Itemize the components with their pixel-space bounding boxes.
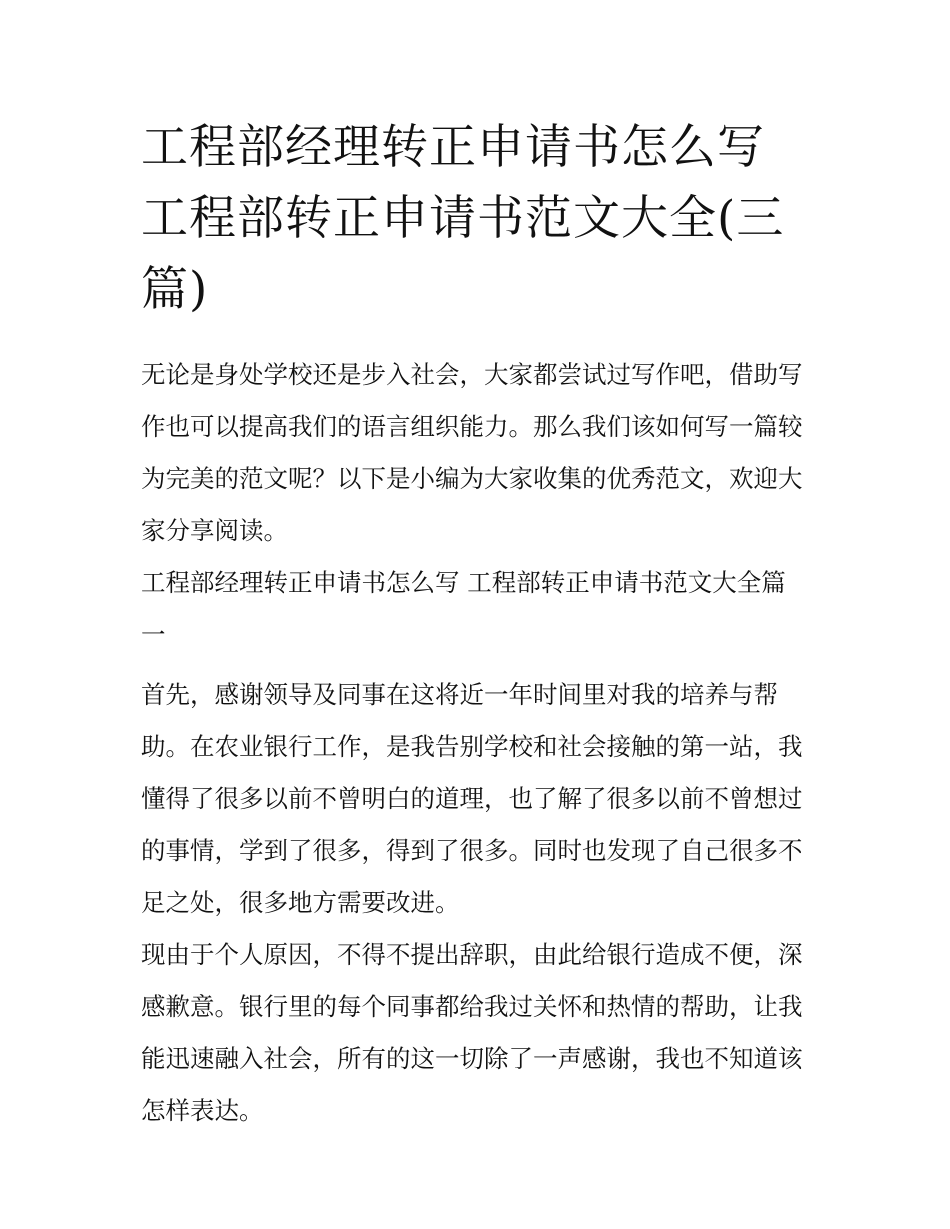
body-paragraph-1	[141, 669, 821, 929]
body-paragraph-2	[141, 929, 821, 1137]
text-line: 工程部经理转正申请书怎么写 工程部转正申请书范文大全篇	[141, 568, 786, 597]
title-line: 工程部转正申请书范文大全(三	[141, 191, 785, 246]
title-line: 工程部经理转正申请书怎么写	[141, 120, 765, 175]
document-title	[141, 112, 821, 325]
text-line: 感歉意。银行里的每个同事都给我过关怀和热情的帮助，让我	[141, 992, 803, 1021]
text-line: 首先，感谢领导及同事在这将近一年时间里对我的培养与帮	[141, 680, 778, 709]
text-line: 懂得了很多以前不曾明白的道理，也了解了很多以前不曾想过	[141, 784, 803, 813]
title-line: 篇)	[141, 262, 209, 317]
text-line: 现由于个人原因，不得不提出辞职，由此给银行造成不便，深	[141, 940, 803, 969]
text-line: 足之处，很多地方需要改进。	[141, 888, 460, 917]
section-heading	[141, 557, 821, 661]
text-line: 怎样表达。	[141, 1096, 264, 1125]
text-line: 无论是身处学校还是步入社会，大家都尝试过写作吧，借助写	[141, 360, 803, 389]
text-line: 家分享阅读。	[141, 516, 288, 545]
intro-paragraph	[141, 349, 821, 557]
text-line: 作也可以提高我们的语言组织能力。那么我们该如何写一篇较	[141, 412, 803, 441]
text-line: 助。在农业银行工作，是我告别学校和社会接触的第一站，我	[141, 732, 803, 761]
document-body	[141, 349, 821, 1137]
document-content	[141, 112, 821, 1137]
text-line: 为完美的范文呢？以下是小编为大家收集的优秀范文，欢迎大	[141, 464, 803, 493]
text-line: 的事情，学到了很多，得到了很多。同时也发现了自己很多不	[141, 836, 803, 865]
text-line: 能迅速融入社会，所有的这一切除了一声感谢，我也不知道该	[141, 1044, 803, 1073]
text-line: 一	[141, 620, 166, 649]
